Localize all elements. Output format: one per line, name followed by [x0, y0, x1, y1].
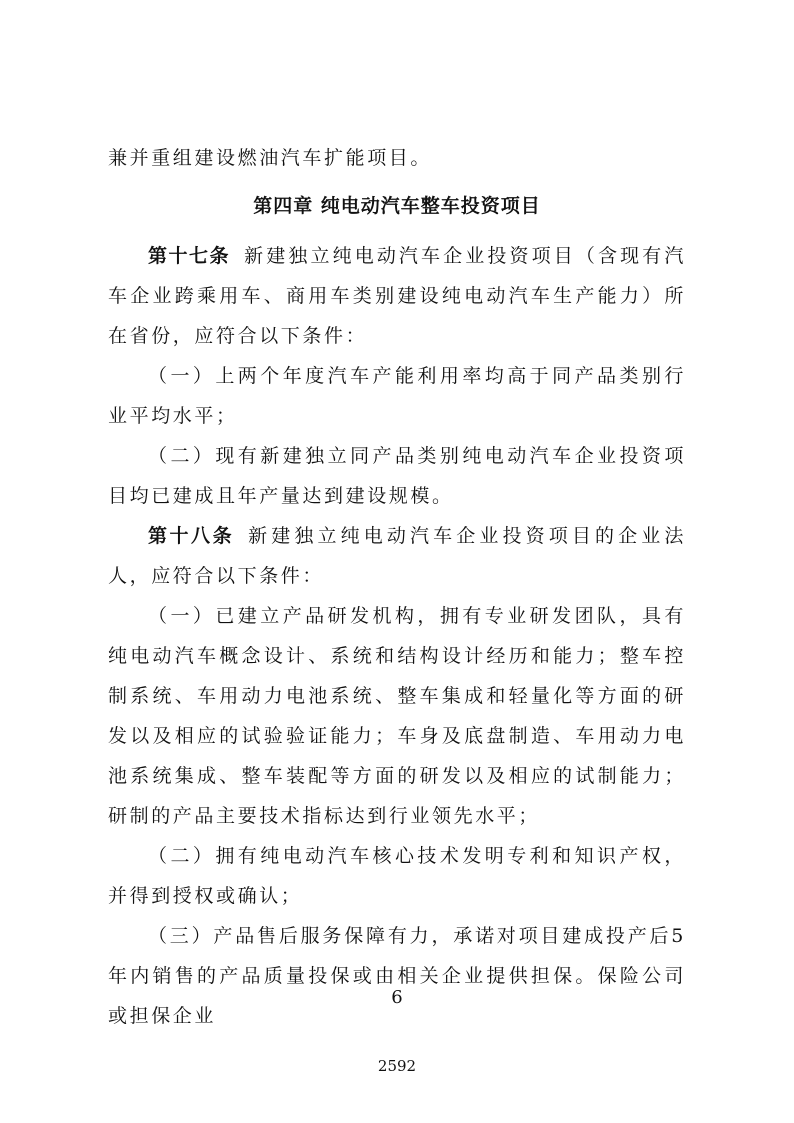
article-text: 新建独立纯电动汽车企业投资项目的企业法人，应符合以下条件：: [108, 525, 686, 587]
condition-text: （一）上两个年度汽车产能利用率均高于同产品类别行业平均水平；: [108, 365, 686, 427]
requirement-item-3: [108, 916, 686, 1036]
article-18-paragraph: [108, 516, 686, 596]
article-label: 第十八条: [148, 525, 235, 547]
continuation-text: [108, 138, 686, 178]
requirement-text: （二）拥有纯电动汽车核心技术发明专利和知识产权，并得到授权或确认；: [108, 845, 686, 907]
requirement-text: （三）产品售后服务保障有力，承诺对项目建成投产后5年内销售的产品质量投保或由相关企业提供担保。保险公司或担保企业: [108, 925, 686, 1027]
bottom-page-stamp: 2592: [377, 1057, 417, 1075]
article-label: 第十七条: [148, 245, 231, 267]
page-number: 6: [391, 987, 403, 1008]
article-17-paragraph: [108, 236, 686, 356]
requirement-text: （一）已建立产品研发机构，拥有专业研发团队，具有纯电动汽车概念设计、系统和结构设计经历和能力；整车控制系统、车用动力电池系统、整车集成和轻量化等方面的研发以及相应的试验验证能力；车身及底盘制造、车用动力电池系统集成、整车装配等方面的研发以及相应的试制能力；研制的产品主要技术指标达到行业领先水平；: [108, 605, 686, 827]
continuation-line: 兼并重组建设燃油汽车扩能项目。: [108, 147, 433, 169]
chapter-title: 第四章 纯电动汽车整车投资项目: [253, 195, 541, 217]
requirement-item-1: [108, 596, 686, 836]
condition-text: （二）现有新建独立同产品类别纯电动汽车企业投资项目均已建成且年产量达到建设规模。: [108, 445, 686, 507]
article-text: 新建独立纯电动汽车企业投资项目（含现有汽车企业跨乘用车、商用车类别建设纯电动汽车生产能力）所在省份，应符合以下条件：: [108, 245, 686, 347]
condition-item-1: [108, 356, 686, 436]
requirement-item-2: [108, 836, 686, 916]
condition-item-2: [108, 436, 686, 516]
